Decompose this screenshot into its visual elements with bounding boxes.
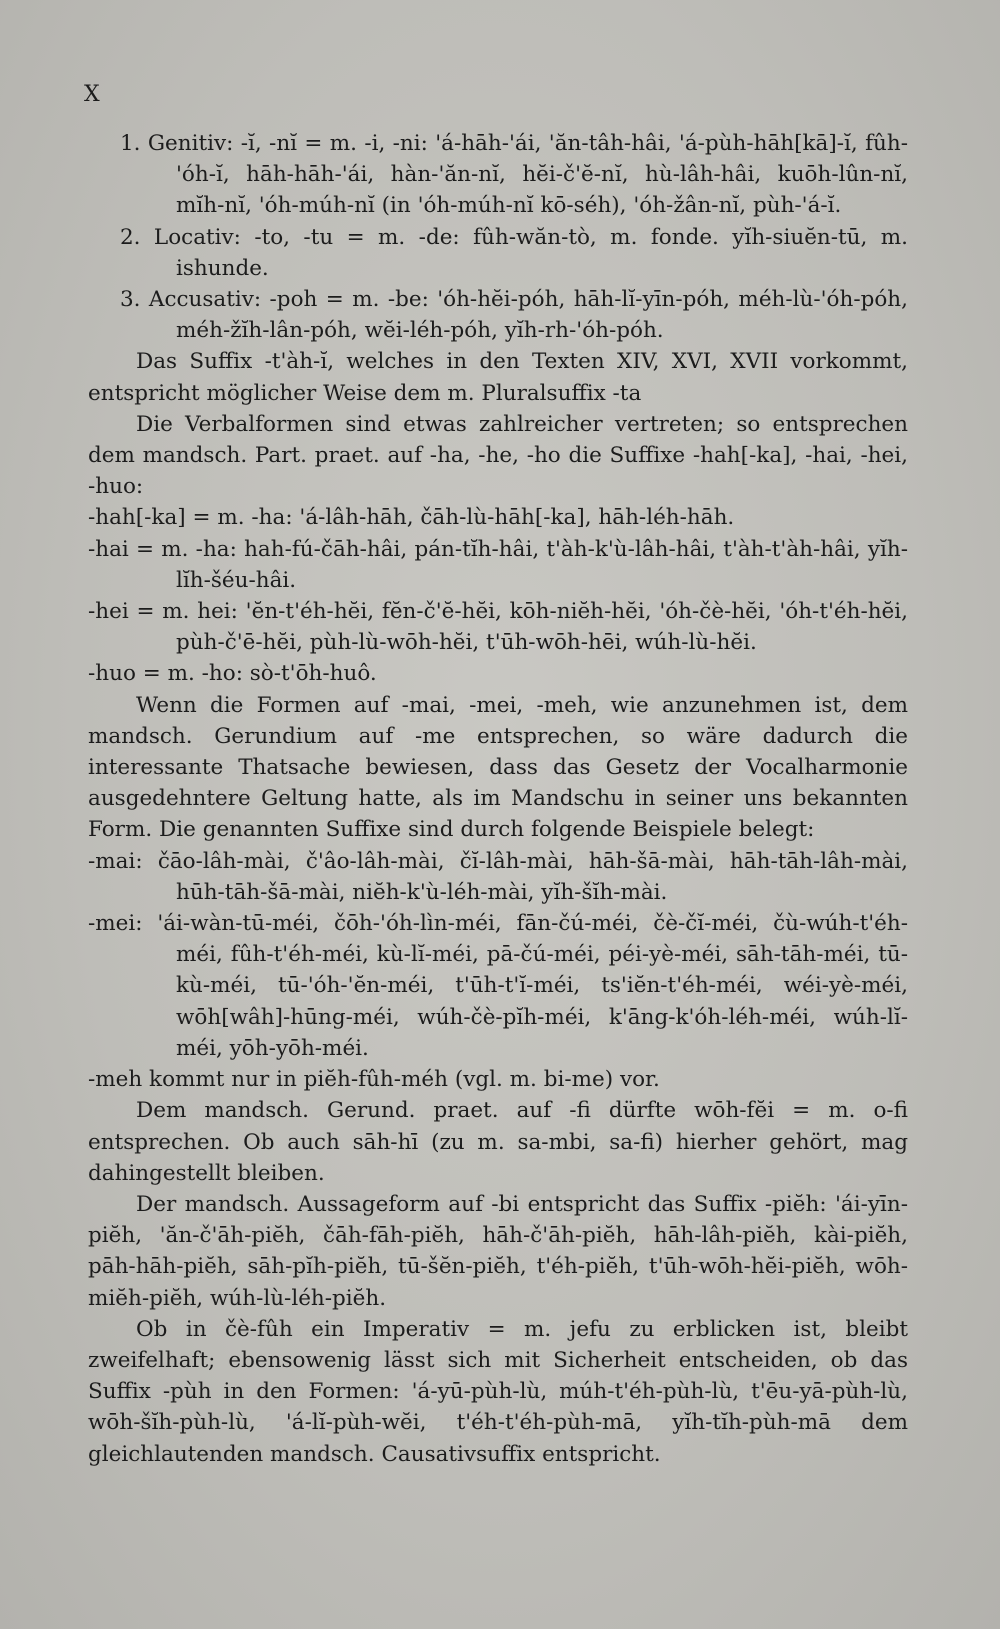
suffix-mai-item: -mai: čāo-lâh-mài, č'âo-lâh-mài, čĭ-lâh-mài, hāh-šā-mài, hāh-tāh-lâh-mài, hūh-tāh-šā-mài, niĕh-k'ù-léh-mài, yĭh-šĭh-mài.: [88, 848, 908, 905]
paragraph-gerundium: Wenn die Formen auf -mai, -mei, -meh, wie anzunehmen ist, dem mandsch. Gerundium auf -me entsprechen, so wäre dadurch die interessante Thatsache bewiesen, dass das Gesetz der Vocalharmonie ausgedehntere Geltung hatte, als im Mandschu in seiner uns bekannten Form. Die genannten Suffixe sind durch folgende Beispiele belegt:: [88, 692, 908, 843]
suffix-meh-item: -meh kommt nur in piĕh-fûh-méh (vgl. m. bi-me) vor.: [88, 1067, 660, 1093]
paragraph-imperativ: Ob in čè-fûh ein Imperativ = m. jefu zu erblicken ist, bleibt zweifelhaft; ebensowenig lässt sich mit Sicherheit entscheiden, ob das Suffix -pùh in den Formen: 'á-yū-pùh-lù, múh-t'éh-pùh-lù, t'ēu-yā-pùh-lù, wōh-šĭh-pùh-lù, 'á-lĭ-pùh-wĕi, t'éh-t'éh-pùh-mā, yĭh-tĭh-pùh-mā dem gleichlautenden mandsch. Causativsuffix entspricht.: [88, 1316, 908, 1467]
suffix-hei-item: -hei = m. hei: 'ĕn-t'éh-hĕi, fĕn-č'ĕ-hĕi, kōh-niĕh-hĕi, 'óh-čè-hĕi, 'óh-t'éh-hĕi, pùh-č'ē-hĕi, pùh-lù-wōh-hĕi, t'ūh-wōh-hēi, wúh-lù-hĕi.: [88, 599, 908, 656]
suffix-hah-item: -hah[-ka] = m. -ha: 'á-lâh-hāh, čāh-lù-hāh[-ka], hāh-léh-hāh.: [88, 505, 735, 531]
suffix-huo-item: -huo = m. -ho: sò-t'ōh-huô.: [88, 661, 377, 687]
locativ-item: 2. Locativ: -to, -tu = m. -de: fûh-wăn-tò, m. fonde. yĭh-siuĕn-tū, m. ishunde.: [120, 224, 908, 281]
suffix-mei-item: -mei: 'ái-wàn-tū-méi, čōh-'óh-lìn-méi, fān-čú-méi, čè-čĭ-méi, čù-wúh-t'éh-méi, fûh-t'éh-méi, kù-lĭ-méi, pā-čú-méi, péi-yè-méi, sāh-tāh-méi, tū-kù-méi, tū-'óh-'ĕn-méi, t'ūh-t'ĭ-méi, ts'iĕn-t'éh-méi, wéi-yè-méi, wōh[wâh]-hūng-méi, wúh-čè-pĭh-méi, k'āng-k'óh-léh-méi, wúh-lĭ-méi, yōh-yōh-méi.: [88, 911, 908, 1061]
paragraph-suffix-tah: Das Suffix -t'àh-ĭ, welches in den Texten XIV, XVI, XVII vorkommt, entspricht möglicher Weise dem m. Pluralsuffix -ta: [88, 349, 908, 406]
paragraph-aussageform: Der mandsch. Aussageform auf -bi entspricht das Suffix -piĕh: 'ái-yīn-piĕh, 'ăn-č'āh-piĕh, čāh-fāh-piĕh, hāh-č'āh-piĕh, hāh-lâh-piĕh, kài-piĕh, pāh-hāh-piĕh, sāh-pĭh-piĕh, tū-šĕn-piĕh, t'éh-piĕh, t'ūh-wōh-hĕi-piĕh, wōh-miĕh-piĕh, wúh-lù-léh-piĕh.: [88, 1191, 908, 1311]
genitiv-item: 1. Genitiv: -ĭ, -nĭ = m. -i, -ni: 'á-hāh-'ái, 'ăn-tâh-hâi, 'á-pùh-hāh[kā]-ĭ, fûh-'óh-ĭ, hāh-hāh-'ái, hàn-'ăn-nĭ, hĕi-č'ĕ-nĭ, hù-lâh-hâi, kuōh-lûn-nĭ, mĭh-nĭ, 'óh-múh-nĭ (in 'óh-múh-nĭ kō-séh), 'óh-žân-nĭ, pùh-'á-ĭ.: [120, 131, 908, 219]
suffix-hai-item: -hai = m. -ha: hah-fú-čāh-hâi, pán-tĭh-hâi, t'àh-k'ù-lâh-hâi, t'àh-t'àh-hâi, yĭh-lĭh-šéu-hâi.: [88, 536, 908, 593]
body-text: [88, 128, 908, 1470]
page-number: X: [84, 82, 100, 107]
accusativ-item: 3. Accusativ: -poh = m. -be: 'óh-hĕi-póh, hāh-lĭ-yīn-póh, méh-lù-'óh-póh, méh-žĭh-lân-póh, wĕi-léh-póh, yĭh-rh-'óh-póh.: [120, 287, 908, 344]
paragraph-verbalformen: Die Verbalformen sind etwas zahlreicher vertreten; so entsprechen dem mandsch. Part. praet. auf -ha, -he, -ho die Suffixe -hah[-ka], -hai, -hei, -huo:: [88, 411, 908, 500]
paragraph-gerund-praet: Dem mandsch. Gerund. praet. auf -fi dürfte wōh-fĕi = m. o-fi entsprechen. Ob auch sāh-hī (zu m. sa-mbi, sa-fi) hierher gehört, mag dahingestellt bleiben.: [88, 1098, 908, 1186]
